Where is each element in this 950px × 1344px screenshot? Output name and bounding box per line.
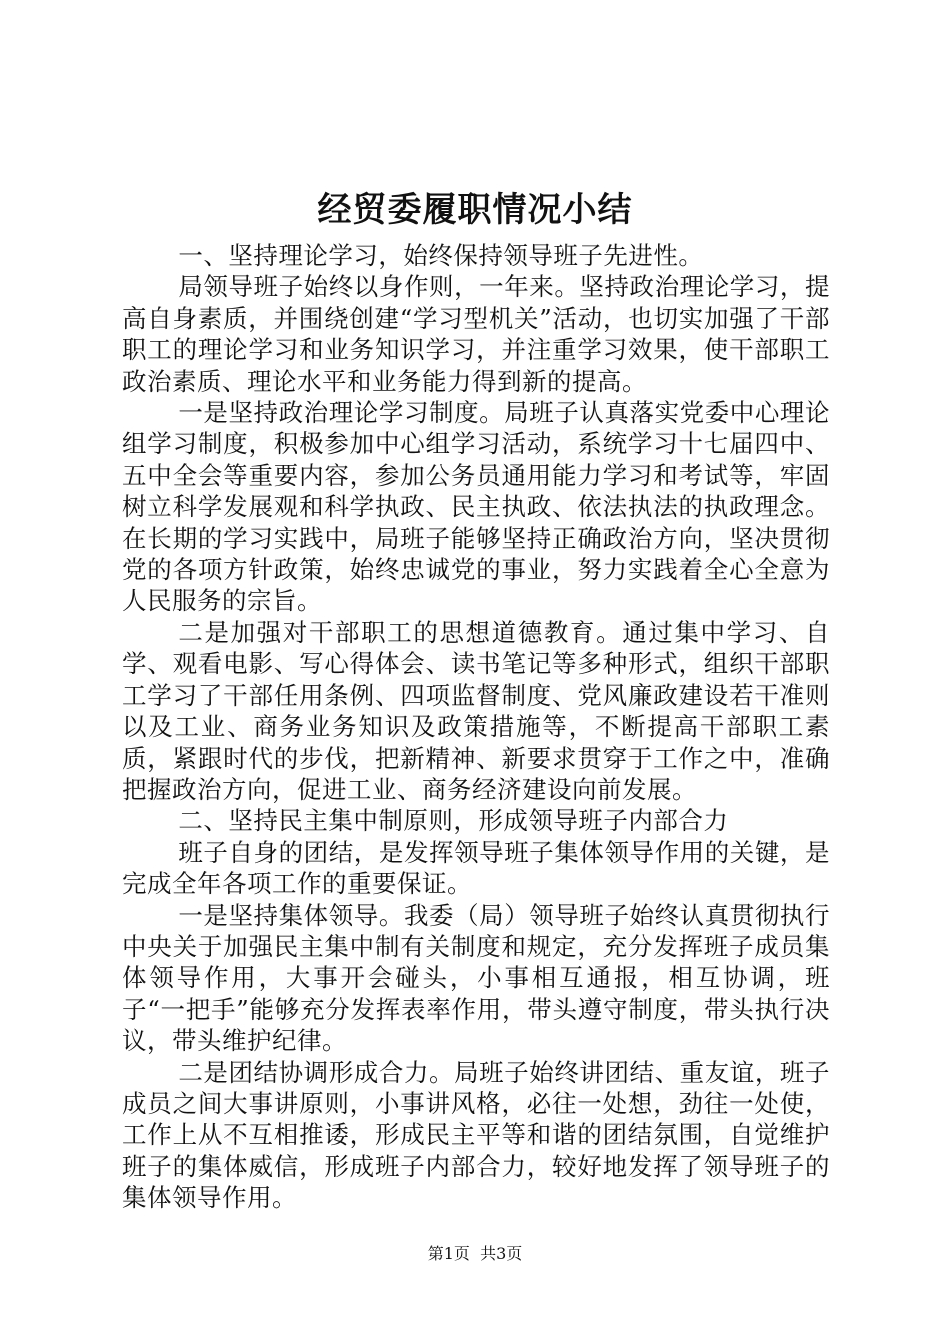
paragraph: 局领导班子始终以身作则，一年来。坚持政治理论学习，提高自身素质，并围绕创建“学习型机关”活动，也切实加强了干部职工的理论学习和业务知识学习，并注重学习效果，使干部职工政治素质、理论水平和业务能力得到新的提高。 (122, 272, 830, 396)
section-heading: 二、坚持民主集中制原则，形成领导班子内部合力 (178, 806, 729, 836)
section-heading: 一、坚持理论学习，始终保持领导班子先进性。 (178, 241, 704, 270)
page-footer (0, 1242, 950, 1266)
paragraph: 二是团结协调形成合力。局班子始终讲团结、重友谊，班子成员之间大事讲原则，小事讲风格，必往一处想，劲往一处使，工作上从不互相推诿，形成民主平等和谐的团结氛围，自觉维护班子的集体威信，形成班子内部合力，较好地发挥了领导班子的集体领导作用。 (122, 1057, 830, 1213)
document-title: 经贸委履职情况小结 (317, 190, 633, 230)
paragraph: 二是加强对干部职工的思想道德教育。通过集中学习、自学、观看电影、写心得体会、读书笔记等多种形式，组织干部职工学习了干部任用条例、四项监督制度、党风廉政建设若干准则以及工业、商务业务知识及政策措施等，不断提高干部职工素质，紧跟时代的步伐，把新精神、新要求贯穿于工作之中，准确把握政治方向，促进工业、商务经济建设向前发展。 (122, 617, 830, 804)
document-body (122, 240, 830, 1214)
paragraph: 一是坚持政治理论学习制度。局班子认真落实党委中心理论组学习制度，积极参加中心组学习活动，系统学习十七届四中、五中全会等重要内容，参加公务员通用能力学习和考试等，牢固树立科学发展观和科学执政、民主执政、依法执法的执政理念。在长期的学习实践中，局班子能够坚持正确政治方向，坚决贯彻党的各项方针政策，始终忠诚党的事业，努力实践着全心全意为人民服务的宗旨。 (122, 398, 830, 616)
paragraph: 一是坚持集体领导。我委（局）领导班子始终认真贯彻执行中央关于加强民主集中制有关制度和规定，充分发挥班子成员集体领导作用，大事开会碰头，小事相互通报，相互协调，班子“一把手”能够充分发挥表率作用，带头遵守制度，带头执行决议，带头维护纪律。 (122, 900, 830, 1056)
page-indicator: 第1页 共3页 (427, 1244, 523, 1263)
paragraph: 班子自身的团结，是发挥领导班子集体领导作用的关键，是完成全年各项工作的重要保证。 (122, 837, 830, 899)
